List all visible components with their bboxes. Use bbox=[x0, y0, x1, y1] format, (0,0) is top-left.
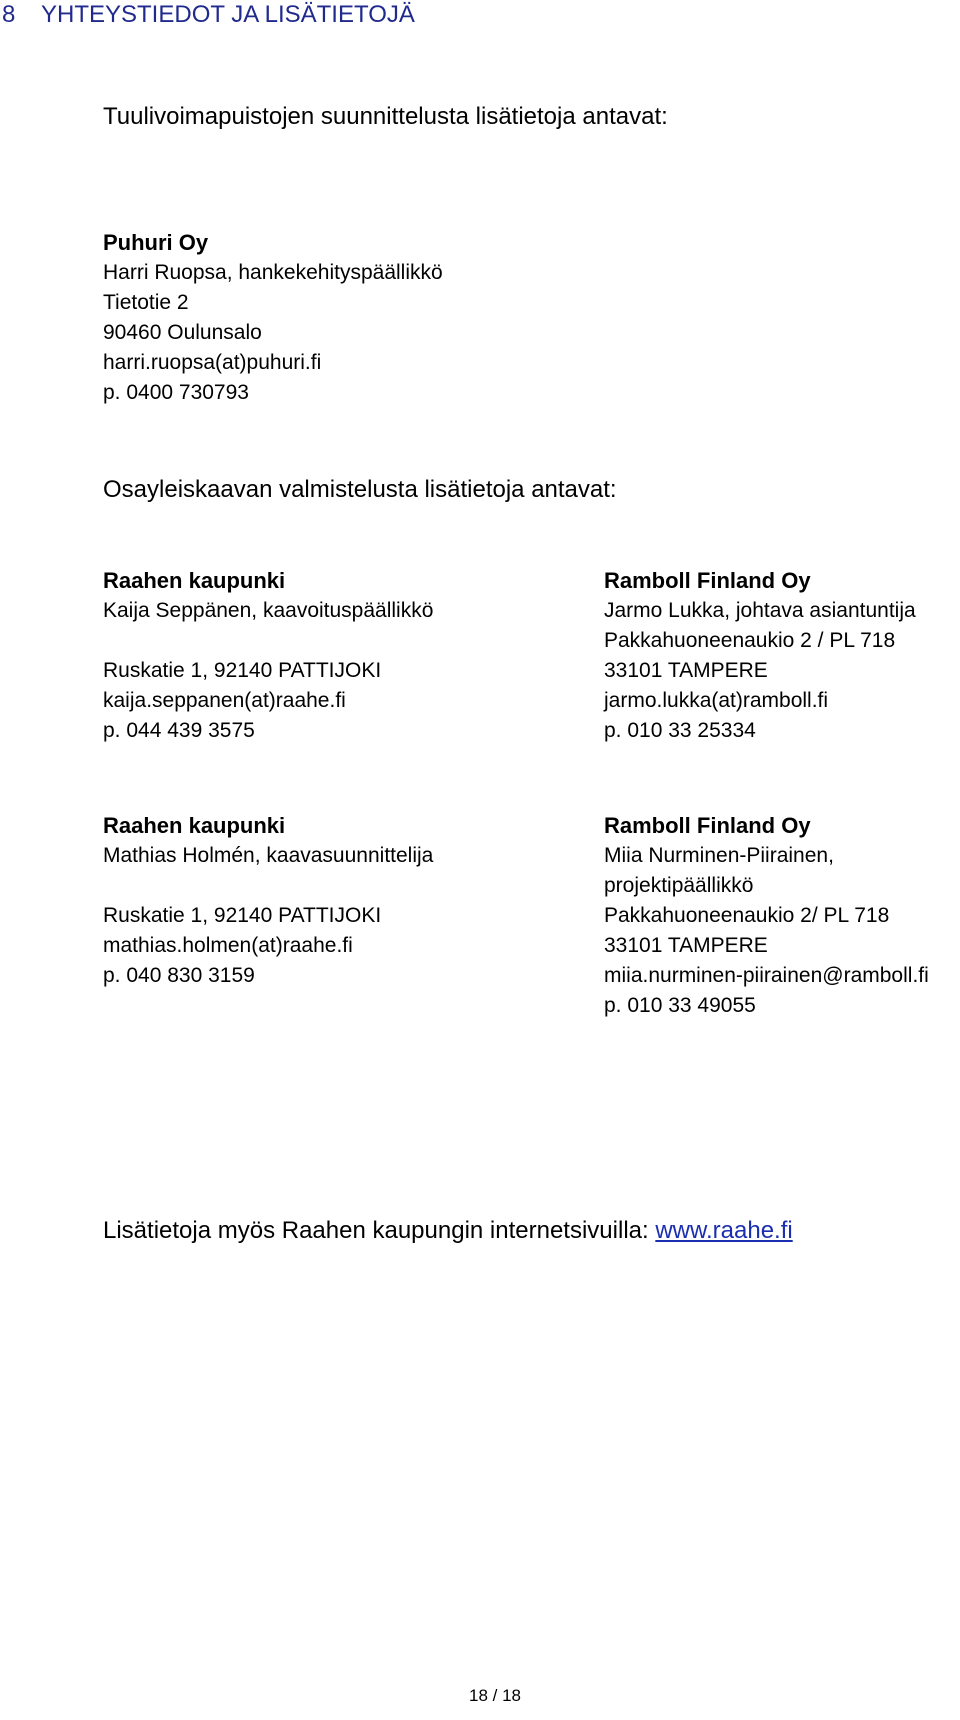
city-address: 90460 Oulunsalo bbox=[103, 321, 262, 344]
org-name: Puhuri Oy bbox=[103, 230, 209, 255]
contact-raahe-holmen bbox=[103, 811, 433, 991]
org-name: Raahen kaupunki bbox=[103, 568, 286, 593]
contact-raahe-seppanen bbox=[103, 566, 433, 746]
phone: p. 040 830 3159 bbox=[103, 964, 255, 987]
contact-ramboll-nurminen bbox=[604, 811, 929, 1021]
phone: p. 010 33 49055 bbox=[604, 994, 756, 1017]
contact-puhuri bbox=[103, 228, 443, 408]
person-name: Harri Ruopsa, hankekehityspäällikkö bbox=[103, 261, 443, 284]
email: mathias.holmen(at)raahe.fi bbox=[103, 934, 353, 957]
city-address: 33101 TAMPERE bbox=[604, 934, 768, 957]
street-address: Tietotie 2 bbox=[103, 291, 189, 314]
phone: p. 010 33 25334 bbox=[604, 719, 756, 742]
email: jarmo.lukka(at)ramboll.fi bbox=[604, 689, 829, 712]
footer-info bbox=[103, 1215, 793, 1247]
raahe-website-link[interactable]: www.raahe.fi bbox=[655, 1217, 793, 1244]
org-name: Ramboll Finland Oy bbox=[604, 813, 811, 838]
person-name: Miia Nurminen-Piirainen, bbox=[604, 844, 834, 867]
email: miia.nurminen-piirainen@ramboll.fi bbox=[604, 964, 929, 987]
phone: p. 044 439 3575 bbox=[103, 719, 255, 742]
email: harri.ruopsa(at)puhuri.fi bbox=[103, 351, 322, 374]
wind-intro: Tuulivoimapuistojen suunnittelusta lisätietoja antavat: bbox=[103, 103, 668, 130]
street-address: Ruskatie 1, 92140 PATTIJOKI bbox=[103, 904, 382, 927]
person-name: Mathias Holmén, kaavasuunnittelija bbox=[103, 844, 434, 867]
org-name: Raahen kaupunki bbox=[103, 813, 286, 838]
person-name: Jarmo Lukka, johtava asiantuntija bbox=[604, 599, 916, 622]
street-address: Ruskatie 1, 92140 PATTIJOKI bbox=[103, 659, 382, 682]
plan-intro: Osayleiskaavan valmistelusta lisätietoja antavat: bbox=[103, 476, 617, 503]
street-address: Pakkahuoneenaukio 2 / PL 718 bbox=[604, 629, 896, 652]
section-number: 8 bbox=[2, 1, 16, 28]
section-heading bbox=[0, 0, 960, 30]
street-address: Pakkahuoneenaukio 2/ PL 718 bbox=[604, 904, 890, 927]
person-name: Kaija Seppänen, kaavoituspäällikkö bbox=[103, 599, 434, 622]
person-title: projektipäällikkö bbox=[604, 874, 754, 897]
section-title: YHTEYSTIEDOT JA LISÄTIETOJÄ bbox=[41, 1, 415, 28]
page-number: 18 / 18 bbox=[469, 1686, 521, 1705]
org-name: Ramboll Finland Oy bbox=[604, 568, 811, 593]
footer-text: Lisätietoja myös Raahen kaupungin internetsivuilla: bbox=[103, 1217, 656, 1244]
email: kaija.seppanen(at)raahe.fi bbox=[103, 689, 346, 712]
phone: p. 0400 730793 bbox=[103, 381, 249, 404]
contact-ramboll-lukka bbox=[604, 566, 916, 746]
city-address: 33101 TAMPERE bbox=[604, 659, 768, 682]
